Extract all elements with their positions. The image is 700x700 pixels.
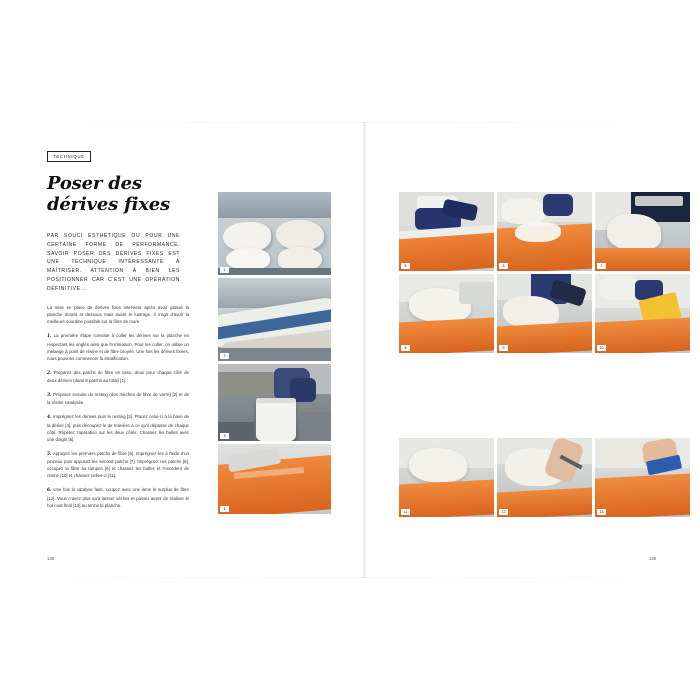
step-paragraph: [47, 369, 189, 384]
step-text: Appuyez les premiers patchs de fibre [6]. Imprégnez-les à l'aide d'un pinceau puis apposez les second patchs [7]. Imprégnez ces patchs [8], occupez la fibre au tampon [9] et chassez les bulles et l'excédent de résine [10] et chassez celles-ci [11].: [47, 450, 189, 479]
right-page: [366, 122, 686, 578]
step-text: Préparez ensuite du resting (des mèches de fibre de verre) [2] et de la résine catalysée.: [47, 392, 189, 406]
photo-caption: 13: [597, 509, 606, 515]
step-number: 4.: [47, 415, 52, 421]
step-number: 3.: [47, 393, 52, 399]
page-title: [47, 174, 207, 215]
photo-caption: 8: [401, 345, 410, 351]
photo-caption: 10: [597, 345, 606, 351]
standfirst: PAR SOUCI ESTHÉTIQUE OU POUR UNE CERTAINE FORME DE PERFORMANCE, SAVOIR POSER DES DÉRIVES FIXES EST UNE TECHNIQUE INTÉRESSANTE À MAÎTRISER. ATTENTION À BIEN LES POSITIONNER CAR C'EST UNE OPÉRATION DÉFINITIVE…: [47, 233, 180, 292]
right-photo-3: [595, 192, 690, 271]
photo-caption: 2: [220, 353, 229, 359]
step-paragraph: [47, 486, 189, 508]
step-text: Une fois la catalyse faite, coupez avec une lame le surplus de fibre [12]. Vous n'avez plus qu'à laisser sécher et passer avant de réaliser le hot coat final [13] au terme la planche.: [47, 487, 189, 508]
intro-paragraph: La mise en place de dérives fixes intervient après avoir glassé la planche durant et dessous mais avant le lustrage. Il s'agit d'avoir la meilleure sourdine possible sur la fibre de mure.: [47, 305, 189, 325]
step-paragraph: [47, 391, 189, 406]
step-text: La première étape consiste à coller les dérives sur la planche en respectant les angles ainsi que l'inclinaison. Pour les coller, on utilise un mélange à point de résine et de fibre broyée. Une fois les dérives fixées, nous pouvons commencer la stratification.: [47, 333, 189, 361]
step-number: 6.: [47, 488, 52, 494]
step-text: Préparez des patchs de fibre en tissu, deux pour chaque côté de deux dérives (dans 8 patchs au total) [1].: [47, 369, 189, 383]
step-number: 5.: [47, 451, 52, 457]
step-text: Imprégnez les dérives puis le resting [3]. Placez celui-ci à la base de la dérive [4], puis découpez-le de manière à ce qu'il dépasse de chaque côté. Répétez l'opération sur les deux côtés. Chassez les bulles avec une doigts [5].: [47, 414, 189, 442]
photo-caption: 6: [499, 263, 508, 269]
left-photo-4: [218, 444, 331, 514]
folio-right: 149: [649, 556, 656, 561]
step-paragraph: [47, 450, 189, 480]
photo-caption: 4: [220, 506, 229, 512]
left-photo-2: [218, 278, 331, 361]
photo-caption: 9: [499, 345, 508, 351]
right-photo-1: [399, 192, 494, 271]
step-paragraph: [47, 413, 189, 443]
right-photo-2: [497, 192, 592, 271]
photo-caption: 11: [401, 509, 410, 515]
book-spread: [14, 122, 686, 578]
page-title-line-2: dérives fixes: [47, 193, 170, 215]
section-tag: TECHNIQUE: [47, 151, 91, 162]
step-paragraph: [47, 332, 189, 362]
body-text: [47, 304, 189, 516]
photo-caption: 5: [401, 263, 410, 269]
step-number: 1.: [47, 334, 52, 340]
right-photo-6: [595, 274, 690, 353]
left-photo-3: [218, 364, 331, 441]
right-photo-9: [595, 438, 690, 517]
photo-caption: 1: [220, 267, 229, 273]
left-page: [14, 122, 363, 578]
right-photo-5: [497, 274, 592, 353]
right-photo-4: [399, 274, 494, 353]
right-photo-7: [399, 438, 494, 517]
photo-caption: 12: [499, 509, 508, 515]
step-number: 2.: [47, 370, 52, 376]
page-title-line-1: Poser des: [47, 173, 142, 194]
photo-caption: 7: [597, 263, 606, 269]
photo-caption: 3: [220, 433, 229, 439]
right-photo-8: [497, 438, 592, 517]
left-photo-1: [218, 192, 331, 275]
folio-left: 148: [47, 556, 54, 561]
